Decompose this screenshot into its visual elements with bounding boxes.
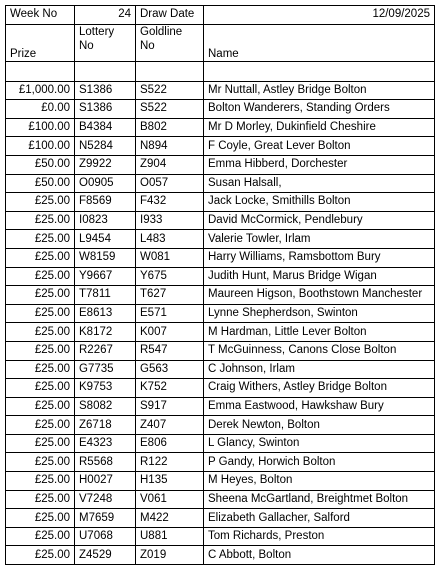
goldline-number-cell: N894 [136, 137, 204, 156]
winner-name-cell: Bolton Wanderers, Standing Orders [204, 100, 435, 119]
lottery-number-cell: B4384 [75, 118, 136, 137]
prize-cell: £25.00 [6, 397, 75, 416]
prize-cell: £25.00 [6, 323, 75, 342]
lottery-header-line1: Lottery [79, 25, 115, 38]
table-row [6, 155, 435, 174]
goldline-header-line2: No [140, 39, 155, 52]
table-row [6, 174, 435, 193]
prize-cell: £25.00 [6, 453, 75, 472]
blank-row [6, 61, 435, 81]
lottery-number-cell: T7811 [75, 286, 136, 305]
winner-name-cell: Judith Hunt, Marus Bridge Wigan [204, 267, 435, 286]
prize-cell: £25.00 [6, 304, 75, 323]
winner-name-cell: Jack Locke, Smithills Bolton [204, 193, 435, 212]
goldline-number-cell: O057 [136, 174, 204, 193]
lottery-number-cell: O0905 [75, 174, 136, 193]
goldline-number-cell: T627 [136, 286, 204, 305]
winner-name-cell: Craig Withers, Astley Bridge Bolton [204, 379, 435, 398]
goldline-number-cell: I933 [136, 211, 204, 230]
prize-cell: £50.00 [6, 174, 75, 193]
goldline-number-cell: M422 [136, 509, 204, 528]
winner-name-cell: Maureen Higson, Boothstown Manchester [204, 286, 435, 305]
table-row [6, 267, 435, 286]
week-value: 24 [75, 6, 136, 25]
goldline-number-cell: E806 [136, 434, 204, 453]
winner-name-cell: M Hardman, Little Lever Bolton [204, 323, 435, 342]
week-label: Week No [6, 6, 75, 25]
goldline-number-cell: Y675 [136, 267, 204, 286]
header-row-columns [6, 24, 435, 61]
winner-name-cell: Emma Hibberd, Dorchester [204, 155, 435, 174]
prize-cell: £25.00 [6, 490, 75, 509]
prize-cell: £25.00 [6, 267, 75, 286]
table-row [6, 434, 435, 453]
winner-name-cell: P Gandy, Horwich Bolton [204, 453, 435, 472]
goldline-number-cell: K752 [136, 379, 204, 398]
goldline-number-cell: G563 [136, 360, 204, 379]
lottery-number-cell: S1386 [75, 81, 136, 100]
winner-name-cell: C Johnson, Irlam [204, 360, 435, 379]
table-row [6, 81, 435, 100]
lottery-number-cell: K8172 [75, 323, 136, 342]
goldline-number-cell: Z407 [136, 416, 204, 435]
table-row [6, 397, 435, 416]
lottery-column-header [75, 24, 136, 61]
table-row [6, 211, 435, 230]
goldline-number-cell: R547 [136, 341, 204, 360]
table-row [6, 379, 435, 398]
winner-name-cell: Sheena McGartland, Breightmet Bolton [204, 490, 435, 509]
winner-name-cell: F Coyle, Great Lever Bolton [204, 137, 435, 156]
lottery-header-line2: No [79, 39, 94, 52]
goldline-number-cell: H135 [136, 472, 204, 491]
winner-name-cell: M Heyes, Bolton [204, 472, 435, 491]
goldline-number-cell: R122 [136, 453, 204, 472]
lottery-number-cell: R2267 [75, 341, 136, 360]
prize-cell: £25.00 [6, 527, 75, 546]
lottery-number-cell: V7248 [75, 490, 136, 509]
prize-column-header: Prize [6, 24, 75, 61]
winner-name-cell: Valerie Towler, Irlam [204, 230, 435, 249]
header-row-week [6, 6, 435, 25]
prize-cell: £0.00 [6, 100, 75, 119]
winner-name-cell: Tom Richards, Preston [204, 527, 435, 546]
prize-cell: £25.00 [6, 379, 75, 398]
prize-cell: £25.00 [6, 472, 75, 491]
lottery-number-cell: W8159 [75, 248, 136, 267]
lottery-number-cell: F8569 [75, 193, 136, 212]
table-row [6, 100, 435, 119]
goldline-column-header [136, 24, 204, 61]
table-row [6, 490, 435, 509]
table-row [6, 286, 435, 305]
winner-name-cell: Susan Halsall, [204, 174, 435, 193]
winner-name-cell: Emma Eastwood, Hawkshaw Bury [204, 397, 435, 416]
prize-cell: £25.00 [6, 416, 75, 435]
prize-cell: £25.00 [6, 546, 75, 565]
lottery-number-cell: K9753 [75, 379, 136, 398]
table-row [6, 137, 435, 156]
winner-name-cell: C Abbott, Bolton [204, 546, 435, 565]
lottery-number-cell: H0027 [75, 472, 136, 491]
winner-name-cell: Derek Newton, Bolton [204, 416, 435, 435]
lottery-number-cell: I0823 [75, 211, 136, 230]
goldline-number-cell: V061 [136, 490, 204, 509]
lottery-number-cell: E4323 [75, 434, 136, 453]
table-row [6, 453, 435, 472]
table-row [6, 527, 435, 546]
table-row [6, 248, 435, 267]
winner-name-cell: Harry Williams, Ramsbottom Bury [204, 248, 435, 267]
lottery-number-cell: S1386 [75, 100, 136, 119]
results-table [5, 5, 435, 565]
prize-cell: £25.00 [6, 211, 75, 230]
prize-cell: £100.00 [6, 118, 75, 137]
goldline-header-line1: Goldline [140, 25, 183, 38]
table-row [6, 509, 435, 528]
winner-name-cell: L Glancy, Swinton [204, 434, 435, 453]
lottery-number-cell: Z4529 [75, 546, 136, 565]
lottery-number-cell: Z9922 [75, 155, 136, 174]
table-row [6, 416, 435, 435]
prize-cell: £25.00 [6, 286, 75, 305]
table-row [6, 118, 435, 137]
lottery-number-cell: M7659 [75, 509, 136, 528]
goldline-number-cell: Z019 [136, 546, 204, 565]
prize-cell: £25.00 [6, 193, 75, 212]
winner-name-cell: T McGuinness, Canons Close Bolton [204, 341, 435, 360]
lottery-number-cell: E8613 [75, 304, 136, 323]
lottery-number-cell: G7735 [75, 360, 136, 379]
prize-cell: £25.00 [6, 360, 75, 379]
lottery-number-cell: S8082 [75, 397, 136, 416]
winner-name-cell: Lynne Shepherdson, Swinton [204, 304, 435, 323]
prize-cell: £1,000.00 [6, 81, 75, 100]
winner-name-cell: Mr D Morley, Dukinfield Cheshire [204, 118, 435, 137]
goldline-number-cell: K007 [136, 323, 204, 342]
prize-cell: £100.00 [6, 137, 75, 156]
table-row [6, 360, 435, 379]
prize-cell: £25.00 [6, 230, 75, 249]
table-row [6, 193, 435, 212]
lottery-number-cell: N5284 [75, 137, 136, 156]
goldline-number-cell: S917 [136, 397, 204, 416]
goldline-number-cell: E571 [136, 304, 204, 323]
winner-name-cell: Mr Nuttall, Astley Bridge Bolton [204, 81, 435, 100]
goldline-number-cell: S522 [136, 100, 204, 119]
draw-date-label: Draw Date [136, 6, 204, 25]
prize-cell: £25.00 [6, 509, 75, 528]
lottery-number-cell: U7068 [75, 527, 136, 546]
table-row [6, 323, 435, 342]
winner-name-cell: David McCormick, Pendlebury [204, 211, 435, 230]
draw-date-value: 12/09/2025 [204, 6, 435, 25]
goldline-number-cell: W081 [136, 248, 204, 267]
goldline-number-cell: Z904 [136, 155, 204, 174]
table-row [6, 546, 435, 565]
name-column-header: Name [204, 24, 435, 61]
table-row [6, 341, 435, 360]
prize-cell: £25.00 [6, 434, 75, 453]
goldline-number-cell: S522 [136, 81, 204, 100]
goldline-number-cell: L483 [136, 230, 204, 249]
lottery-number-cell: Y9667 [75, 267, 136, 286]
prize-cell: £50.00 [6, 155, 75, 174]
prize-cell: £25.00 [6, 248, 75, 267]
table-row [6, 230, 435, 249]
goldline-number-cell: U881 [136, 527, 204, 546]
goldline-number-cell: F432 [136, 193, 204, 212]
lottery-number-cell: L9454 [75, 230, 136, 249]
prize-cell: £25.00 [6, 341, 75, 360]
winner-name-cell: Elizabeth Gallacher, Salford [204, 509, 435, 528]
table-row [6, 304, 435, 323]
goldline-number-cell: B802 [136, 118, 204, 137]
table-row [6, 472, 435, 491]
lottery-number-cell: R5568 [75, 453, 136, 472]
lottery-number-cell: Z6718 [75, 416, 136, 435]
